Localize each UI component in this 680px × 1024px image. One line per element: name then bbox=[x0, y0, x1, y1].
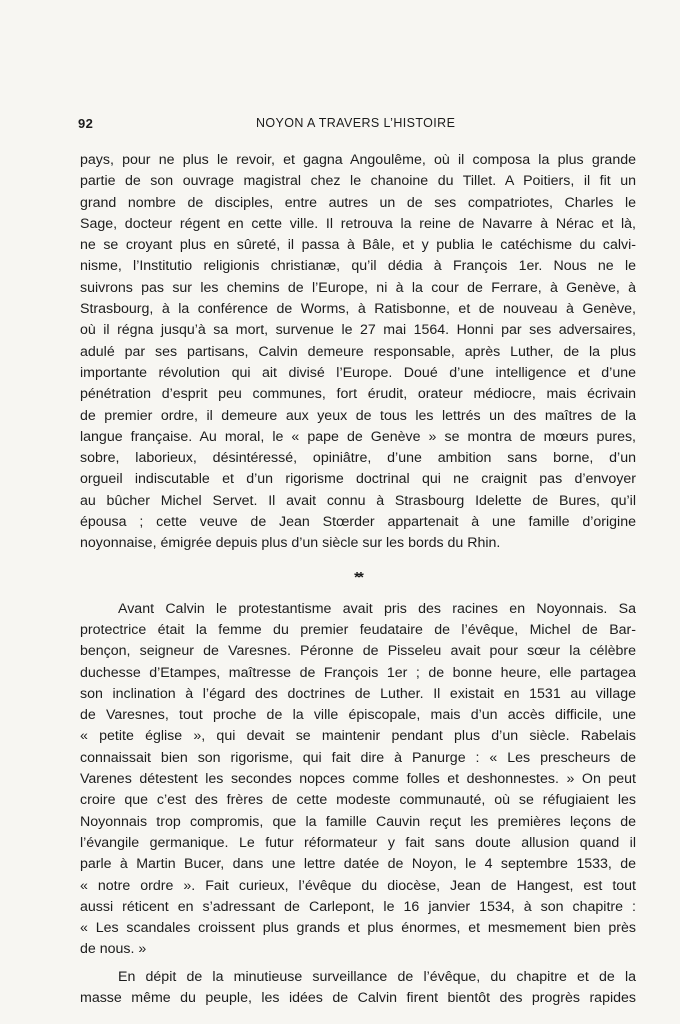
text-line: Sage, docteur régent en cette ville. Il retrouva la reine de Navarre à Nérac et là, bbox=[80, 215, 636, 232]
text-line: connaissait bien son rigorisme, qui fait dire à Panurge : « Les prescheurs de bbox=[80, 749, 636, 766]
body-text bbox=[80, 150, 636, 1009]
text-line: « petite église », qui devait se maintenir pendant plus d’un siècle. Rabelais bbox=[80, 728, 636, 745]
text-line: partie de son ouvrage magistral chez le chanoine du Tillet. A Poitiers, il fit un bbox=[80, 173, 636, 190]
text-line: duchesse d’Etampes, maîtresse de François 1er ; de bonne heure, elle partagea bbox=[80, 664, 636, 681]
text-line: adulé par ses partisans, Calvin demeure responsable, après Luther, de la plus bbox=[80, 343, 636, 360]
text-line: pays, pour ne plus le revoir, et gagna Angoulême, où il composa la plus grande bbox=[80, 152, 636, 168]
text-line: croire que c’est des frères de cette modeste communauté, où se réfugiaient les bbox=[80, 792, 636, 809]
text-line: nisme, l’Institutio religionis christianæ, qu’il dédia à François 1er. Nous ne le bbox=[80, 258, 636, 275]
text-line: de nous. » bbox=[80, 941, 147, 958]
text-line: importante révolution qui ait divisé l’Europe. Doué d’une intelligence et d’une bbox=[80, 364, 636, 381]
text-line: En dépit de la minutieuse surveillance de l’évêque, du chapitre et de la bbox=[118, 968, 636, 985]
text-line: Noyonnais trop compromis, que la famille Cauvin reçut les premières leçons de bbox=[80, 813, 636, 830]
text-line: « Les scandales croissent plus grands et plus énormes, et mesmement bien près bbox=[80, 920, 636, 937]
running-title: NOYON A TRAVERS L’HISTOIRE bbox=[256, 116, 456, 130]
text-line: aussi réticent en s’adressant de Carlepont, le 16 janvier 1534, à son chapitre : bbox=[80, 898, 636, 915]
text-line: Avant Calvin le protestantisme avait pris des racines en Noyonnais. Sa bbox=[118, 600, 636, 617]
text-line: où il régna jusqu’à sa mort, survenue le 27 mai 1564. Honni par ses adversaires, bbox=[80, 322, 636, 339]
text-line: parle à Martin Bucer, dans une lettre datée de Noyon, le 4 septembre 1533, de bbox=[80, 856, 636, 873]
text-line: protectrice était la femme du premier feudataire de l’évêque, Michel de Bar- bbox=[80, 621, 636, 638]
text-line: masse même du peuple, les idées de Calvin firent bientôt des progrès rapides bbox=[80, 989, 636, 1006]
text-line: de Varesnes, tout proche de la ville épiscopale, mais d’un accès difficile, une bbox=[80, 707, 636, 724]
section-separator: ** bbox=[354, 568, 362, 586]
text-line: Varenes détestent les secondes nopces comme folles et deshonnestes. » On peut bbox=[80, 771, 636, 788]
text-line: épousa ; cette veuve de Jean Stœrder appartenait à une famille d’origine bbox=[80, 514, 636, 531]
text-line: orgueil indiscutable et d’un rigorisme doctrinal qui ne craignit pas d’envoyer bbox=[80, 471, 636, 488]
text-line: sobre, laborieux, désintéressé, opiniâtre, d’une ambition sans borne, d’un bbox=[80, 450, 636, 467]
text-line: noyonnaise, émigrée depuis plus d’un siècle sur les bords du Rhin. bbox=[80, 535, 501, 552]
text-line: suivrons pas sur les chemins de l’Europe, ni à la cour de Ferrare, à Genève, à bbox=[80, 279, 636, 296]
text-line: pénétration d’esprit peu communes, fort érudit, orateur médiocre, mais écrivain bbox=[80, 386, 636, 403]
text-line: l’évangile germanique. Le futur réformateur y fait sans doute allusion quand il bbox=[80, 834, 636, 851]
text-line: grand nombre de disciples, entre autres un de ses compatriotes, Charles le bbox=[80, 194, 636, 211]
text-line: ne se croyant plus en sûreté, il passa à Bâle, et y publia le catéchisme du calvi- bbox=[80, 237, 636, 254]
paragraph-protestantism-noyonnais bbox=[80, 599, 636, 961]
paragraph-surveillance bbox=[80, 967, 636, 1010]
text-line: au bûcher Michel Servet. Il avait connu à Strasbourg Idelette de Bures, qu’il bbox=[80, 492, 636, 509]
text-line: de premier ordre, il demeure aux yeux de tous les lettrés un des maîtres de la bbox=[80, 407, 636, 424]
text-line: bençon, seigneur de Varesnes. Péronne de Pisseleu avait pour sœur la célèbre bbox=[80, 643, 636, 660]
paragraph-calvin-biography bbox=[80, 150, 636, 555]
text-line: son inclination à l’égard des doctrines de Luther. Il existait en 1531 au village bbox=[80, 685, 636, 702]
text-line: langue française. Au moral, le « pape de Genève » se montra de mœurs pures, bbox=[80, 428, 636, 445]
text-line: « notre ordre ». Fait curieux, l’évêque du diocèse, Jean de Hangest, est tout bbox=[80, 877, 636, 894]
page-number: 92 bbox=[78, 116, 94, 131]
page-header bbox=[78, 116, 638, 134]
text-line: Strasbourg, à la conférence de Worms, à Ratisbonne, et de nouveau à Genève, bbox=[80, 301, 636, 318]
